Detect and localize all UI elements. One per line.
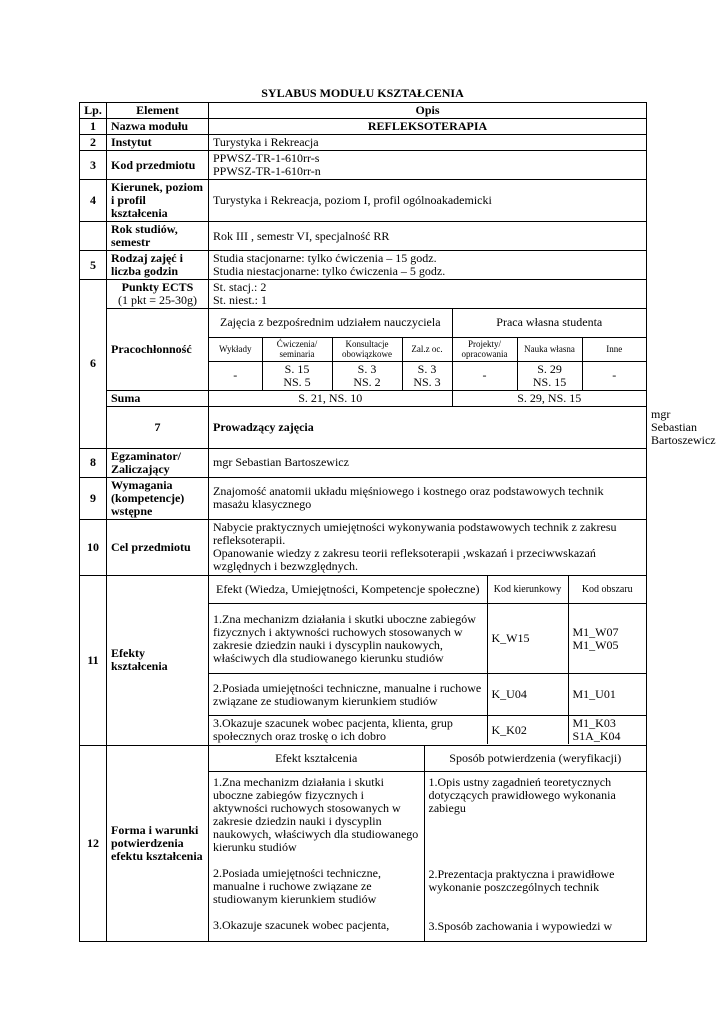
row-number: 4 [80,180,107,222]
row-label: Wymagania (kompetencje) wstępne [107,477,209,519]
row-number: 10 [80,519,107,575]
suma-teacher: S. 21, NS. 10 [209,391,452,406]
val-lectures: - [209,361,262,390]
method-3: 3.Sposób zachowania i wypowiedzi w [428,919,613,933]
goal-2: Opanowanie wiedzy z zakresu teorii refleksoterapii ,wskazań i przeciwwskazań względnych i bezwzględnych. [213,546,596,573]
row-4b [80,222,647,251]
val-graded-credit: S. 3 NS. 3 [402,361,452,390]
ects-title: Punkty ECTS [121,280,194,294]
outcomes-cell [209,575,647,745]
row-number [80,222,107,251]
teacher-group: Zajęcia z bezpośrednim udziałem nauczyciela [209,309,452,337]
effect-header: Efekt kształcenia [209,746,424,772]
row-5 [80,251,647,280]
row-label: Efekty kształcenia [107,575,209,745]
method-header: Sposób potwierdzenia (weryfikacji) [424,746,646,772]
row-value: Rok III , semestr VI, specjalność RR [209,222,647,251]
goal-1: Nabycie praktycznych umiejętności wykonywania podstawowych technik z zakresu refleksoterapii. [213,520,617,547]
effect-1: 1.Zna mechanizm działania i skutki uboczne zabiegów fizycznych i aktywności ruchowych stosowanych w zakresie dziedzin nauki i dyscyplin naukowych, właściwych dla studiowanego kierunku studiów [213,775,419,854]
col-consultations: Konsultacje obowiązkowe [332,337,402,361]
row-value [209,251,647,280]
row-number: 3 [80,151,107,180]
col-other: Inne [582,337,646,361]
outcome-text: 2.Posiada umiejętności techniczne, manualne i ruchowe związane ze studiowanym kierunkiem studiów [209,674,487,716]
code-nonstationary: PPWSZ-TR-1-610rr-n [213,164,321,178]
ects-subtitle: (1 pkt = 25-30g) [117,293,198,307]
row-number: 8 [80,448,107,477]
area-code-header: Kod obszaru [568,576,646,604]
opis-header: Opis [209,103,647,119]
document-title: SYLABUS MODUŁU KSZTAŁCENIA [261,86,464,100]
col-self-study: Nauka własna [517,337,582,361]
val-exercises: S. 15 NS. 5 [262,361,332,390]
row-6 [80,309,647,391]
col-graded-credit: Zal.z oc. [402,337,452,361]
ects-stationary: St. stacj.: 2 [213,280,267,294]
row-label: Kierunek, poziom i profil kształcenia [107,180,209,222]
method-1: 1.Opis ustny zagadnień teoretycznych dotyczących prawidłowego wykonania zabiegu [428,775,616,815]
val-other: - [582,361,646,390]
direction-code: K_W15 [487,604,568,674]
hours-nonstationary: Studia niestacjonarne: tylko ćwiczenia – 5 godz. [213,264,446,278]
verification-header [209,746,646,772]
outcome-text: 1.Zna mechanizm działania i skutki uboczne zabiegów fizycznych i aktywności ruchowych stosowanych w zakresie dziedzin nauki i dyscyplin naukowych, właściwych dla studiowanego kierunku studiów [209,604,487,674]
workload-cell [209,309,647,391]
row-value: Turystyka i Rekreacja [209,135,647,151]
suma-table [209,391,646,406]
direction-code-header: Kod kierunkowy [487,576,568,604]
row-value: mgr Sebastian Bartoszewicz [209,448,647,477]
effects-column [209,772,424,941]
workload-groups [209,309,646,337]
row-10 [80,519,647,575]
suma-student: S. 29, NS. 15 [517,390,582,405]
row-1 [80,119,647,135]
workload-values [209,361,646,390]
ects-nonstationary: St. niest.: 1 [213,293,268,307]
col-lectures: Wykłady [209,337,262,361]
row-4 [80,180,647,222]
row-label: Forma i warunki potwierdzenia efektu kształcenia [107,745,209,941]
val-consultations: S. 3 NS. 2 [332,361,402,390]
area-code: M1_W07 M1_W05 [568,604,646,674]
outcome-row [209,716,646,745]
val-projects: - [452,361,517,390]
row-2 [80,135,647,151]
row-9 [80,477,647,519]
outcome-row [209,674,646,716]
row-label: Prowadzący zajęcia [209,406,647,448]
area-code: M1_U01 [568,674,646,716]
row-value: Turystyka i Rekreacja, poziom I, profil ogólnoakademicki [209,180,647,222]
row-number: 6 [80,280,107,449]
row-value: Znajomość anatomii układu mięśniowego i kostnego oraz podstawowych technik masażu klasycznego [209,477,647,519]
row-ects [80,280,647,309]
row-number: 11 [80,575,107,745]
methods-column [424,772,646,941]
row-label: Egzaminator/ Zaliczający [107,448,209,477]
row-label: Kod przedmiotu [107,151,209,180]
outcomes-header [209,576,646,604]
code-stationary: PPWSZ-TR-1-610rr-s [213,151,320,165]
row-value [209,519,647,575]
row-label: Rodzaj zajęć i liczba godzin [107,251,209,280]
row-label: Rok studiów, semestr [107,222,209,251]
verification-table [209,746,646,941]
student-group: Praca własna studenta [452,309,646,337]
row-number: 1 [80,119,107,135]
row-3 [80,151,647,180]
ects-label [107,280,209,309]
workload-table [209,309,646,390]
verification-cell [209,745,647,941]
element-header: Element [107,103,209,119]
verification-body [209,772,646,941]
suma-label: Suma [107,390,209,406]
row-7: 7 Prowadzący zajęcia mgr Sebastian Bartoszewicz [80,406,647,448]
row-number: 12 [80,745,107,941]
row-12 [80,745,647,941]
row-number: 7 [107,406,209,448]
row-8 [80,448,647,477]
area-code: M1_K03 S1A_K04 [568,716,646,745]
lp-header: Lp. [80,103,107,119]
module-name: REFLEKSOTERAPIA [209,119,647,135]
outcomes-table [209,576,646,745]
hours-stationary: Studia stacjonarne: tylko ćwiczenia – 15 godz. [213,251,437,265]
effect-3: 3.Okazuje szacunek wobec pacjenta, [213,918,390,932]
row-11 [80,575,647,745]
suma-cell [209,390,647,406]
row-label: Nazwa modułu [107,119,209,135]
ects-value [209,280,647,309]
direction-code: K_K02 [487,716,568,745]
header-row [80,103,647,119]
row-number: 5 [80,251,107,280]
effect-2: 2.Posiada umiejętności techniczne, manualne i ruchowe związane ze studiowanym kierunkiem studiów [213,866,381,906]
row-label: Pracochłonność [107,309,209,391]
outcome-text: 3.Okazuje szacunek wobec pacjenta, klienta, grup społecznych oraz troskę o ich dobro [209,716,487,745]
row-suma [80,390,647,406]
row-value [209,151,647,180]
row-number: 2 [80,135,107,151]
val-self-study: S. 29 NS. 15 [517,361,582,390]
row-number: 9 [80,477,107,519]
outcome-header: Efekt (Wiedza, Umiejętności, Kompetencje społeczne) [209,576,487,604]
outcome-row [209,604,646,674]
method-2: 2.Prezentacja praktyczna i prawidłowe wykonanie poszczególnych technik [428,867,615,894]
col-exercises: Ćwiczenia/ seminaria [262,337,332,361]
row-label: Cel przedmiotu [107,519,209,575]
workload-columns [209,337,646,361]
direction-code: K_U04 [487,674,568,716]
col-projects: Projekty/ opracowania [452,337,517,361]
syllabus-table [79,102,716,942]
row-label: Instytut [107,135,209,151]
